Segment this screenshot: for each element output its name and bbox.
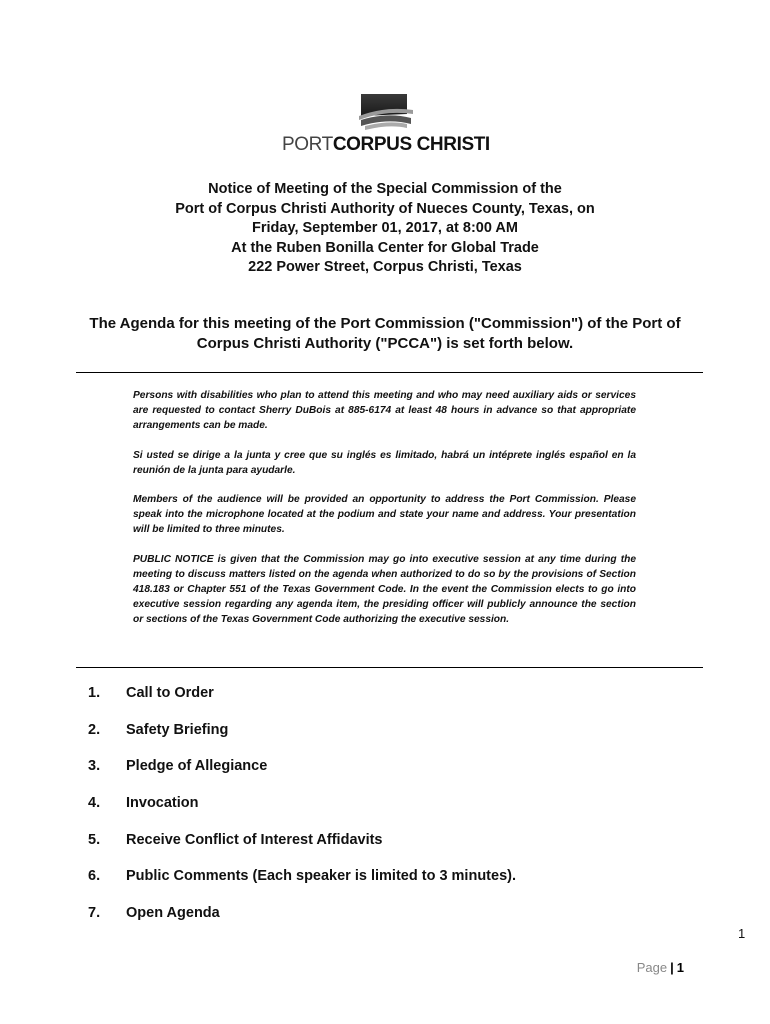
agenda-item (88, 865, 708, 902)
executive-session-notice: PUBLIC NOTICE is given that the Commission may go into executive session at any time during the meeting to discuss matters listed on the agenda when authorized to do so by the provisions of Section 418.183 or Chapter 551 of the Texas Government Code. In the event the Commission elects to go into executive session regarding any agenda item, the presiding officer will publicly announce the section or sections of the Texas Government Code authorizing the executive session. (133, 553, 636, 626)
notice-line: 222 Power Street, Corpus Christi, Texas (248, 259, 522, 275)
agenda-intro-line: The Agenda for this meeting of the Port Commission ("Commission") of the Port of (89, 315, 681, 332)
divider (76, 667, 703, 668)
page-number: 1 (738, 926, 746, 941)
notice-line: At the Ruben Bonilla Center for Global Trade (231, 239, 539, 256)
agenda-item-number: 1. (88, 685, 101, 701)
agenda-item (88, 829, 708, 866)
agenda-item (88, 719, 708, 756)
agenda-intro (40, 314, 730, 354)
port-corpus-christi-logo (282, 92, 492, 162)
agenda-item-text: Pledge of Allegiance (126, 758, 268, 775)
agenda-item-number: 7. (88, 905, 101, 922)
spanish-interpreter-notice: Si usted se dirige a la junta y cree que su inglés es limitado, habrá un intéprete inglés español en la reunión de la junta para ayudarle. (133, 449, 636, 476)
agenda-intro-line: Corpus Christi Authority ("PCCA") is set forth below. (196, 335, 574, 352)
logo-text-corpus-christi: CORPUS CHRISTI (332, 134, 490, 155)
agenda-item (88, 792, 708, 829)
agenda-list (88, 682, 708, 939)
meeting-notes (133, 388, 636, 642)
public-comment-notice: Members of the audience will be provided an opportunity to address the Port Commission. Please speak into the microphone located at the podium and state your name and address. Your presentation will be limited to three minutes. (133, 494, 636, 536)
agenda-item-number: 6. (88, 868, 101, 885)
agenda-item-text: Safety Briefing (126, 721, 229, 738)
logo-text-port: PORT (282, 134, 333, 155)
agenda-item-text: Invocation (126, 795, 199, 812)
agenda-item (88, 755, 708, 792)
disability-notice: Persons with disabilities who plan to attend this meeting and who may need auxiliary aids or services are requested to contact Sherry DuBois at 885-6174 at least 48 hours in advance so that appropriate arrangements can be made. (133, 390, 636, 432)
notice-line: Notice of Meeting of the Special Commission of the (208, 181, 562, 197)
logo-mark-icon (357, 92, 415, 132)
page-footer (637, 960, 684, 975)
agenda-item-number: 4. (88, 795, 101, 812)
agenda-item-number: 5. (88, 831, 101, 848)
agenda-item-number: 3. (88, 758, 101, 775)
footer-page-label: Page (636, 960, 668, 975)
notice-line: Friday, September 01, 2017, at 8:00 AM (252, 220, 518, 236)
footer-page-number: 1 (676, 960, 684, 975)
agenda-item-text: Call to Order (126, 685, 214, 701)
divider (76, 372, 703, 373)
agenda-item (88, 682, 708, 719)
meeting-notice-heading (60, 180, 710, 278)
agenda-item-text: Open Agenda (126, 905, 220, 922)
footer-separator: | (670, 960, 674, 975)
agenda-item-text: Public Comments (Each speaker is limited to 3 minutes). (126, 868, 516, 885)
agenda-item-text: Receive Conflict of Interest Affidavits (126, 831, 383, 848)
agenda-item (88, 902, 708, 939)
notice-line: Port of Corpus Christi Authority of Nueces County, Texas, on (175, 200, 595, 217)
agenda-item-number: 2. (88, 721, 101, 738)
